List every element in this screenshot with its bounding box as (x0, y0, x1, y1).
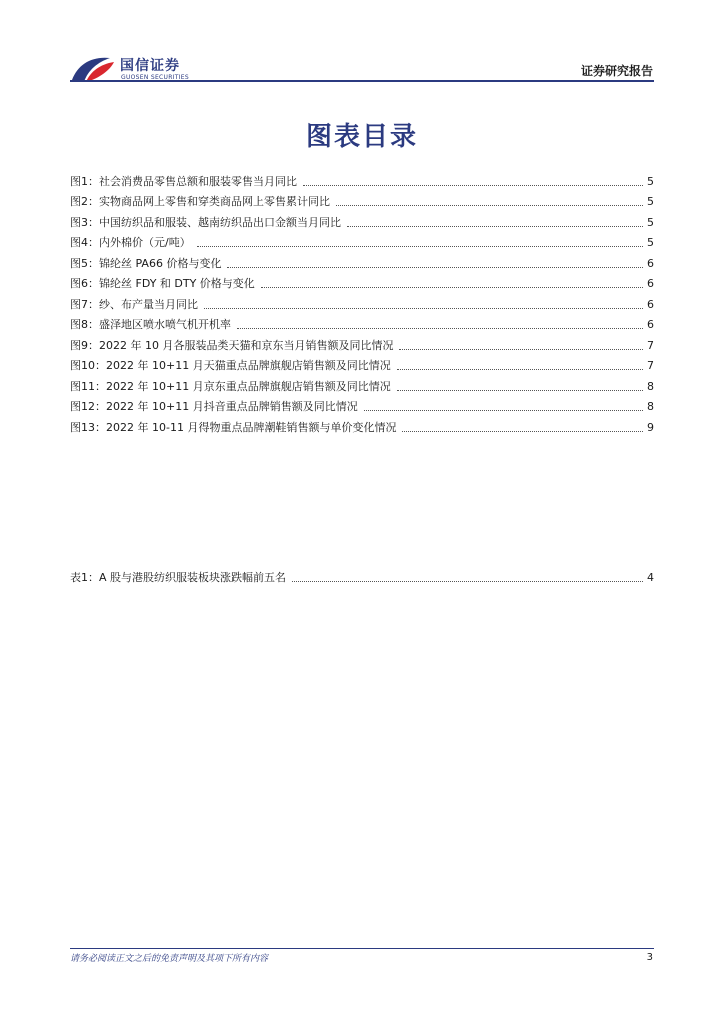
entry-label: 图10： (70, 359, 106, 372)
entry-label: 图2： (70, 195, 99, 208)
dot-leader (364, 410, 643, 411)
entry-label: 图6： (70, 277, 99, 290)
entry-page-number: 6 (647, 297, 654, 311)
entry-title: 纱、布产量当月同比 (99, 297, 198, 311)
entry-title: 2022 年 10+11 月京东重点品牌旗舰店销售额及同比情况 (106, 379, 391, 393)
entry-page-number: 9 (647, 420, 654, 434)
dot-leader (303, 185, 643, 186)
entry-title: 2022 年 10 月各服装品类天猫和京东当月销售额及同比情况 (99, 338, 394, 352)
toc-entry-figure-8[interactable] (70, 312, 654, 333)
entry-label: 图11： (70, 379, 106, 393)
dot-leader (397, 369, 643, 370)
entry-title: 社会消费品零售总额和服装零售当月同比 (99, 174, 297, 188)
entry-page-number: 7 (647, 359, 654, 372)
entry-page-number: 5 (647, 174, 654, 188)
entry-page-number: 7 (647, 338, 654, 352)
entry-page-number: 6 (647, 318, 654, 331)
dot-leader (399, 349, 643, 350)
entry-label: 图7： (70, 297, 99, 311)
entry-page-number: 5 (647, 236, 654, 249)
dot-leader (292, 581, 643, 582)
entry-label: 图1： (70, 174, 99, 188)
entry-label: 图9： (70, 338, 99, 352)
toc-entry-figure-3[interactable] (70, 209, 654, 230)
dot-leader (261, 287, 643, 288)
entry-page-number: 8 (647, 379, 654, 393)
entry-page-number: 6 (647, 256, 654, 270)
toc-entry-figure-1[interactable] (70, 168, 654, 189)
toc-entry-figure-12[interactable] (70, 394, 654, 415)
entry-title: 盛泽地区喷水喷气机开机率 (99, 318, 231, 331)
entry-page-number: 5 (647, 195, 654, 208)
entry-title: 内外棉价（元/吨） (99, 236, 191, 249)
entry-label: 图13： (70, 420, 106, 434)
entry-title: 实物商品网上零售和穿类商品网上零售累计同比 (99, 195, 330, 208)
dot-leader (227, 267, 643, 268)
toc-title: 图表目录 (305, 122, 418, 152)
entry-label: 表1： (70, 570, 99, 584)
table-list (70, 564, 654, 585)
toc-entry-figure-5[interactable] (70, 250, 654, 271)
entry-title: 2022 年 10+11 月抖音重点品牌销售额及同比情况 (106, 400, 358, 413)
toc-entry-table-1[interactable] (70, 564, 654, 585)
document-type-label: 证券研究报告 (580, 64, 653, 78)
entry-title: 2022 年 10-11 月得物重点品牌潮鞋销售额与单价变化情况 (106, 420, 397, 434)
entry-title: 锦纶丝 PA66 价格与变化 (99, 256, 222, 270)
dot-leader (204, 308, 643, 309)
toc-entry-figure-10[interactable] (70, 353, 654, 374)
entry-label: 图4： (70, 236, 99, 249)
dot-leader (336, 205, 643, 206)
entry-page-number: 4 (647, 570, 654, 584)
entry-label: 图8： (70, 318, 99, 331)
toc-entry-figure-4[interactable] (70, 230, 654, 251)
entry-page-number: 8 (647, 400, 654, 413)
toc-entry-figure-9[interactable] (70, 332, 654, 353)
toc-entry-figure-6[interactable] (70, 271, 654, 292)
brand-name-en: GUOSEN SECURITIES (121, 74, 190, 81)
entry-label: 图3： (70, 215, 99, 229)
entry-title: 中国纺织品和服装、越南纺织品出口金额当月同比 (99, 215, 341, 229)
entry-page-number: 5 (647, 215, 654, 229)
entry-title: 锦纶丝 FDY 和 DTY 价格与变化 (99, 277, 255, 290)
entry-page-number: 6 (647, 277, 654, 290)
toc-entry-figure-13[interactable] (70, 414, 654, 435)
dot-leader (397, 390, 643, 391)
figure-list (70, 168, 654, 435)
toc-entry-figure-11[interactable] (70, 373, 654, 394)
toc-entry-figure-2[interactable] (70, 189, 654, 210)
disclaimer-text: 请务必阅读正文之后的免责声明及其项下所有内容 (70, 954, 269, 964)
dot-leader (237, 328, 643, 329)
dot-leader (402, 431, 643, 432)
toc-entry-figure-7[interactable] (70, 291, 654, 312)
entry-label: 图5： (70, 256, 99, 270)
entry-label: 图12： (70, 400, 106, 413)
entry-title: 2022 年 10+11 月天猫重点品牌旗舰店销售额及同比情况 (106, 359, 391, 372)
footer-divider (70, 948, 654, 949)
page-number: 3 (646, 952, 653, 963)
dot-leader (347, 226, 643, 227)
dot-leader (197, 246, 643, 247)
brand-name-cn: 国信证券 (120, 58, 180, 74)
entry-title: A 股与港股纺织服装板块涨跌幅前五名 (99, 570, 287, 584)
header-divider (70, 80, 654, 82)
